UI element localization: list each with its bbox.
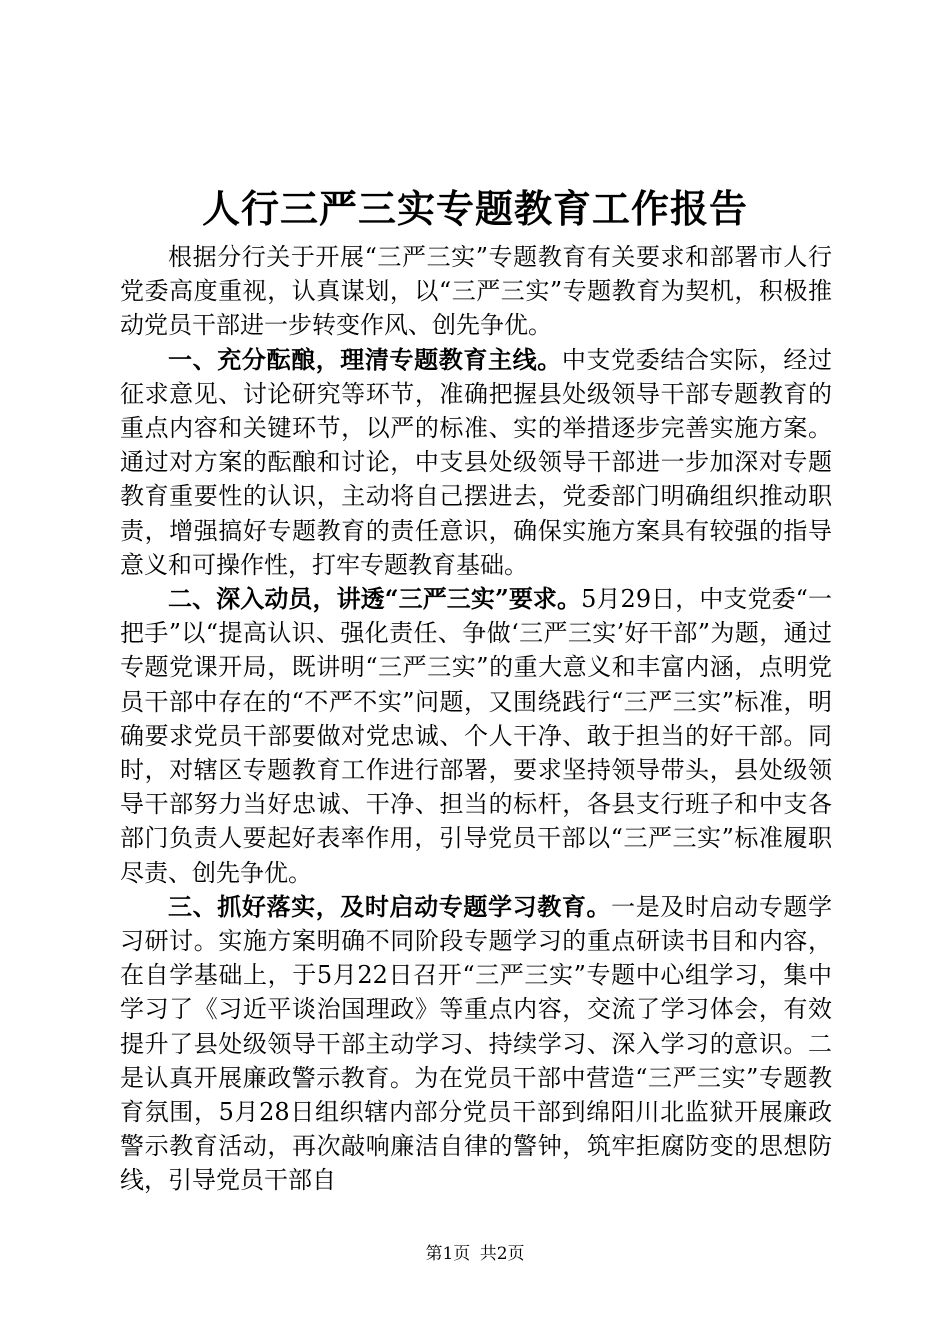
section-1-heading: 一、充分酝酿，理清专题教育主线。 — [168, 344, 562, 374]
section-3-text: 一是及时启动专题学习研讨。实施方案明确不同阶段专题学习的重点研读书目和内容，在自学基础上，于5月22日召开“三严三实”专题中心组学习，集中学习了《习近平谈治国理政》等重点内容，交流了学习体会，有效提升了县处级领导干部主动学习、持续学习、深入学习的意识。二是认真开展廉政警示教育。为在党员干部中营造“三严三实”专题教育氛围，5月28日组织辖内部分党员干部到绵阳川北监狱开展廉政警示教育活动，再次敲响廉洁自律的警钟，筑牢拒腐防变的思想防线，引导党员干部自 — [120, 892, 833, 1195]
section-1-paragraph — [120, 343, 832, 582]
section-2-heading: 二、深入动员，讲透“三严三实”要求。 — [168, 584, 582, 614]
section-2-text: 5月29日，中支党委“一把手”以“提高认识、强化责任、争做‘三严三实’好干部”为题，通过专题党课开局，既讲明“三严三实”的重大意义和丰富内涵，点明党员干部中存在的“不严不实”问题，又围绕践行“三严三实”标准，明确要求党员干部要做对党忠诚、个人干净、敢于担当的好干部。同时，对辖区专题教育工作进行部署，要求坚持领导带头，县处级领导干部努力当好忠诚、干净、担当的标杆，各县支行班子和中支各部门负责人要起好表率作用，引导党员干部以“三严三实”标准履职尽责、创先争优。 — [120, 585, 833, 887]
page-number: 第1页 — [425, 1244, 471, 1264]
page-footer — [0, 1242, 950, 1266]
document-title: 人行三严三实专题教育工作报告 — [201, 186, 748, 231]
section-1-text: 中支党委结合实际，经过征求意见、讨论研究等环节，准确把握县处级领导干部专题教育的重点内容和关键环节，以严的标准、实的举措逐步完善实施方案。通过对方案的酝酿和讨论，中支县处级领导干部进一步加深对专题教育重要性的认识，主动将自己摆进去，党委部门明确组织推动职责，增强搞好专题教育的责任意识，确保实施方案具有较强的指导意义和可操作性，打牢专题教育基础。 — [120, 345, 833, 579]
section-3-heading: 三、抓好落实，及时启动专题学习教育。 — [168, 891, 612, 921]
page-total: 共2页 — [479, 1244, 525, 1264]
section-2-paragraph — [120, 582, 832, 890]
intro-paragraph: 根据分行关于开展“三严三实”专题教育有关要求和部署市人行党委高度重视，认真谋划，以“三严三实”专题教育为契机，积极推动党员干部进一步转变作风、创先争优。 — [120, 243, 832, 340]
document-body — [120, 240, 832, 1198]
section-3-paragraph — [120, 890, 832, 1198]
